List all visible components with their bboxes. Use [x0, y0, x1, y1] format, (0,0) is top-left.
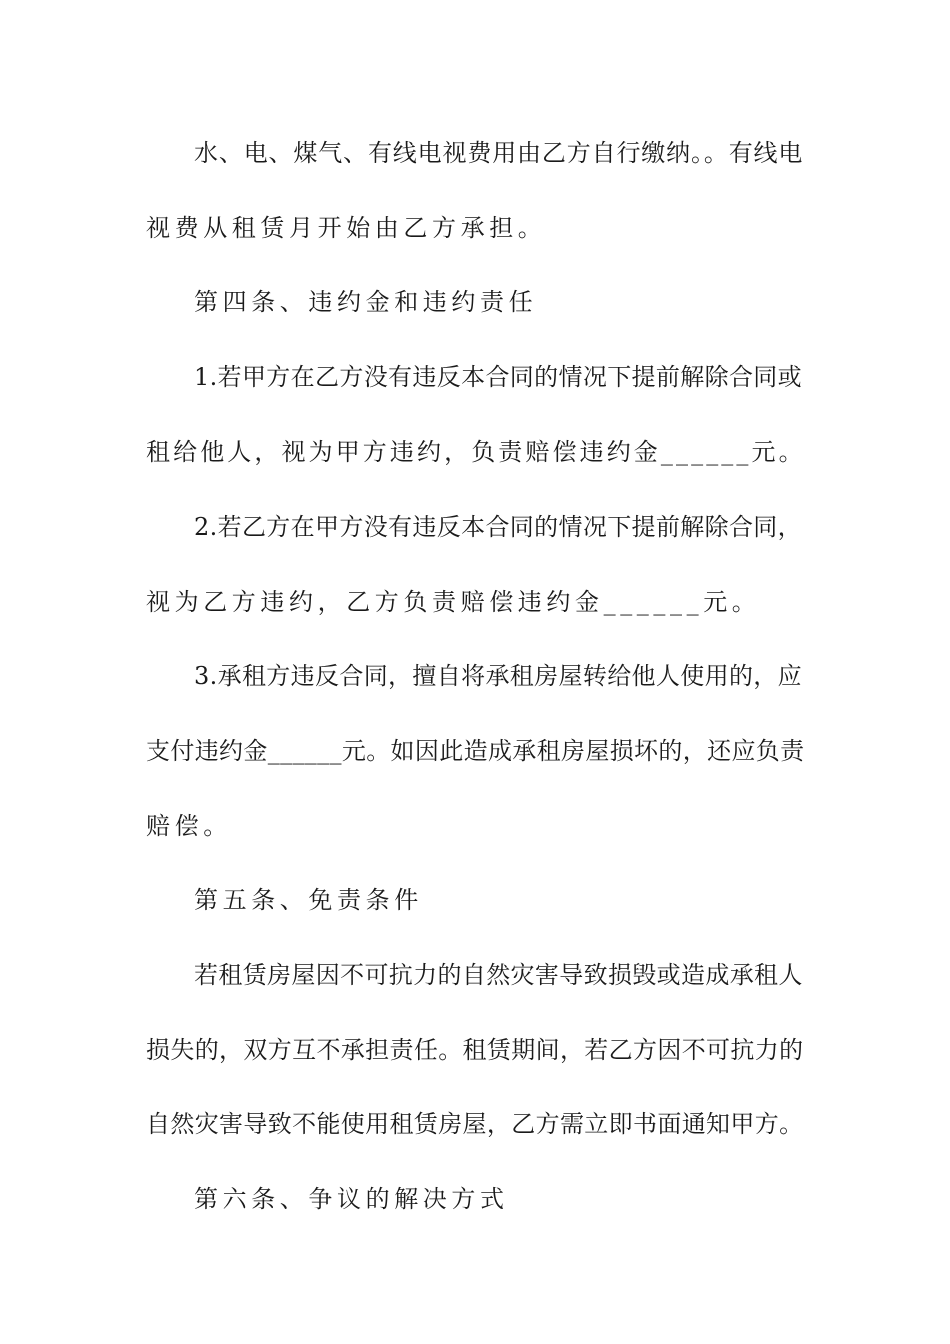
- paragraph-utilities-line-2: 视费从租赁月开始由乙方承担。: [146, 214, 547, 242]
- paragraph-exemption-line-1: 若租赁房屋因不可抗力的自然灾害导致损毁或造成承租人: [194, 961, 803, 989]
- paragraph-utilities-line-1: 水、电、煤气、有线电视费用由乙方自行缴纳。。有线电: [194, 139, 804, 167]
- clause-2-line-2: 视为乙方违约，乙方负责赔偿违约金______元。: [146, 588, 761, 616]
- clause-1-line-2: 租给他人，视为甲方违约，负责赔偿违约金______元。: [146, 438, 806, 466]
- clause-2-line-1: 2.若乙方在甲方没有违反本合同的情况下提前解除合同，: [194, 513, 802, 541]
- paragraph-exemption-line-2: 损失的，双方互不承担责任。租赁期间，若乙方因不可抗力的: [146, 1036, 804, 1064]
- heading-article-5: 第五条、免责条件: [194, 886, 423, 914]
- heading-article-6: 第六条、争议的解决方式: [194, 1185, 509, 1213]
- clause-3-line-3: 赔偿。: [146, 812, 232, 840]
- paragraph-exemption-line-3: 自然灾害导致不能使用租赁房屋，乙方需立即书面通知甲方。: [146, 1110, 804, 1138]
- clause-3-line-1: 3.承租方违反合同，擅自将承租房屋转给他人使用的，应: [194, 662, 802, 690]
- clause-3-line-2: 支付违约金______元。如因此造成承租房屋损坏的，还应负责: [146, 737, 805, 765]
- heading-article-4: 第四条、违约金和违约责任: [194, 288, 538, 316]
- clause-1-line-1: 1.若甲方在乙方没有违反本合同的情况下提前解除合同或: [194, 363, 802, 391]
